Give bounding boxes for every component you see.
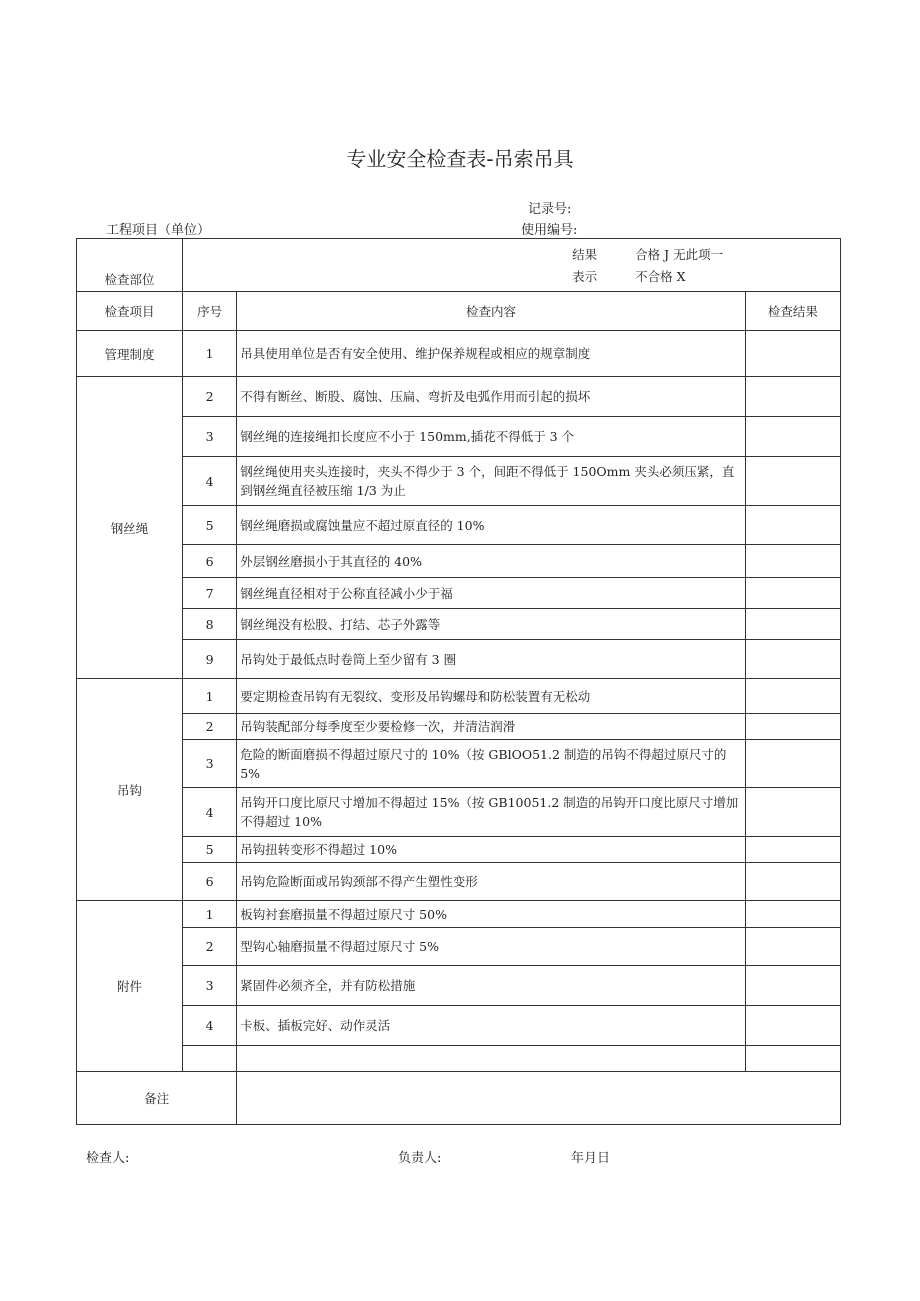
date-label: 年月日 <box>571 1151 611 1166</box>
category-accessories: 附件 <box>77 901 183 1072</box>
table-row <box>77 578 841 609</box>
remarks-field[interactable] <box>237 1072 841 1125</box>
col-result: 检查结果 <box>745 292 840 331</box>
table-row <box>77 901 841 928</box>
result-cell[interactable] <box>745 457 840 506</box>
item-number: 1 <box>183 331 237 377</box>
item-content: 型钩心轴磨损量不得超过原尺寸 5% <box>237 928 746 966</box>
table-row <box>77 863 841 901</box>
item-number: 5 <box>183 506 237 545</box>
result-cell[interactable] <box>745 545 840 578</box>
item-number: 2 <box>183 714 237 740</box>
table-row <box>77 457 841 506</box>
pass-legend: 合格 J 无此项一 <box>635 247 724 262</box>
result-cell[interactable] <box>745 740 840 788</box>
item-content: 危险的断面磨损不得超过原尺寸的 10%（按 GBlOO51.2 制造的吊钩不得超过原尺寸的 5% <box>237 740 746 788</box>
item-content: 板钩衬套磨损量不得超过原尺寸 50% <box>237 901 746 928</box>
item-content: 钢丝绳没有松股、打结、芯子外露等 <box>237 609 746 640</box>
table-row <box>77 609 841 640</box>
result-cell[interactable] <box>745 837 840 863</box>
item-content: 吊钩扭转变形不得超过 10% <box>237 837 746 863</box>
item-content-empty <box>237 1046 746 1072</box>
table-row-empty <box>77 1046 841 1072</box>
item-content: 钢丝绳磨损或腐蚀量应不超过原直径的 10% <box>237 506 746 545</box>
table-row <box>77 966 841 1006</box>
col-number: 序号 <box>183 292 237 331</box>
item-content: 卡板、插板完好、动作灵活 <box>237 1006 746 1046</box>
result-cell[interactable] <box>745 506 840 545</box>
item-content: 吊钩开口度比原尺寸增加不得超过 15%（按 GB10051.2 制造的吊钩开口度比原尺寸增加不得超过 10% <box>237 788 746 837</box>
result-cell[interactable] <box>745 928 840 966</box>
item-content: 钢丝绳直径相对于公称直径减小少于福 <box>237 578 746 609</box>
col-content: 检查内容 <box>237 292 746 331</box>
item-number: 7 <box>183 578 237 609</box>
item-content: 外层钢丝磨损小于其直径的 40% <box>237 545 746 578</box>
item-number: 4 <box>183 457 237 506</box>
item-number: 1 <box>183 679 237 714</box>
item-number: 4 <box>183 788 237 837</box>
result-cell[interactable] <box>745 578 840 609</box>
table-row <box>77 545 841 578</box>
result-cell[interactable] <box>745 788 840 837</box>
result-cell[interactable] <box>745 1046 840 1072</box>
legend-row <box>77 239 841 292</box>
item-content: 吊钩处于最低点时卷筒上至少留有 3 圈 <box>237 640 746 679</box>
category-hook: 吊钩 <box>77 679 183 901</box>
item-content: 钢丝绳使用夹头连接时，夹头不得少于 3 个，间距不得低于 150Omm 夹头必须压紧，直到钢丝绳直径被压缩 1/3 为止 <box>237 457 746 506</box>
table-row <box>77 740 841 788</box>
item-number: 2 <box>183 377 237 417</box>
table-row <box>77 640 841 679</box>
item-number: 5 <box>183 837 237 863</box>
table-row <box>77 928 841 966</box>
table-row <box>77 1006 841 1046</box>
result-cell[interactable] <box>745 609 840 640</box>
item-content: 紧固件必须齐全，并有防松措施 <box>237 966 746 1006</box>
table-row <box>77 417 841 457</box>
part-label: 检查部位 <box>77 239 183 292</box>
inspection-table <box>76 238 841 1125</box>
page-title: 专业安全检查表-吊索吊具 <box>346 147 574 171</box>
item-number: 2 <box>183 928 237 966</box>
table-row <box>77 679 841 714</box>
item-content: 钢丝绳的连接绳扣长度应不小于 150mm,插花不得低于 3 个 <box>237 417 746 457</box>
table-row <box>77 377 841 417</box>
legend-cell <box>183 239 841 292</box>
remarks-row <box>77 1072 841 1125</box>
result-cell[interactable] <box>745 377 840 417</box>
result-cell[interactable] <box>745 640 840 679</box>
item-number: 9 <box>183 640 237 679</box>
result-legend <box>572 245 838 285</box>
show-label: 表示 <box>572 269 598 284</box>
item-number: 8 <box>183 609 237 640</box>
item-number: 3 <box>183 740 237 788</box>
result-label: 结果 <box>572 247 598 262</box>
result-cell[interactable] <box>745 714 840 740</box>
item-number: 6 <box>183 545 237 578</box>
category-mgmt: 管理制度 <box>77 331 183 377</box>
result-cell[interactable] <box>745 901 840 928</box>
result-cell[interactable] <box>745 331 840 377</box>
column-header-row <box>77 292 841 331</box>
table-row <box>77 788 841 837</box>
item-number: 3 <box>183 966 237 1006</box>
category-rope: 钢丝绳 <box>77 377 183 679</box>
item-content: 吊钩危险断面或吊钩颈部不得产生塑性变形 <box>237 863 746 901</box>
item-number: 4 <box>183 1006 237 1046</box>
item-content: 吊具使用单位是否有安全使用、维护保养规程或相应的规章制度 <box>237 331 746 377</box>
table-row <box>77 837 841 863</box>
result-cell[interactable] <box>745 417 840 457</box>
item-content: 要定期检查吊钩有无裂纹、变形及吊钩螺母和防松装置有无松动 <box>237 679 746 714</box>
use-no-label: 使用编号: <box>521 223 578 238</box>
table-row <box>77 331 841 377</box>
project-label: 工程项目（单位） <box>106 223 211 238</box>
fail-legend: 不合格 X <box>635 269 686 284</box>
result-cell[interactable] <box>745 1006 840 1046</box>
item-number: 1 <box>183 901 237 928</box>
table-row <box>77 506 841 545</box>
item-content: 不得有断丝、断股、腐蚀、压扁、弯折及电弧作用而引起的损坏 <box>237 377 746 417</box>
item-number-empty <box>183 1046 237 1072</box>
table-row <box>77 714 841 740</box>
item-number: 6 <box>183 863 237 901</box>
result-cell[interactable] <box>745 679 840 714</box>
result-cell[interactable] <box>745 863 840 901</box>
responsible-label: 负责人: <box>398 1151 442 1166</box>
record-no-label: 记录号: <box>528 202 572 217</box>
item-content: 吊钩装配部分每季度至少要检修一次，并清洁润滑 <box>237 714 746 740</box>
item-number: 3 <box>183 417 237 457</box>
remarks-label: 备注 <box>77 1072 237 1125</box>
result-cell[interactable] <box>745 966 840 1006</box>
inspector-label: 检查人: <box>86 1151 130 1166</box>
col-category: 检查项目 <box>77 292 183 331</box>
